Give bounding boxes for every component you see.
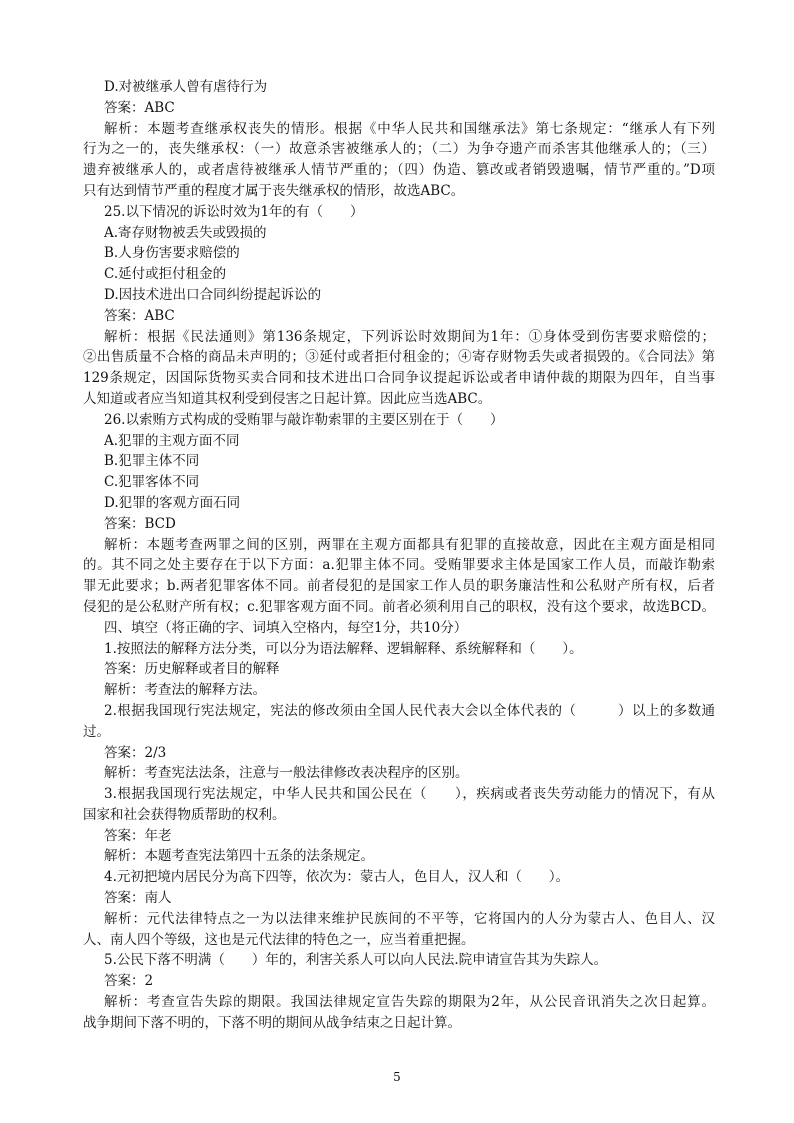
text-line: 四、填空（将正确的字、词填入空格内，每空1分，共10分） <box>104 619 468 636</box>
text-line: 罪无此要求；b.两者犯罪客体不同。前者侵犯的是国家工作人员的职务廉洁性和公私财产所有权，后者 <box>83 578 715 595</box>
text-line: 答案：2/3 <box>104 744 167 761</box>
text-line: 答案：南人 <box>104 890 172 907</box>
text-line: D.犯罪的客观方面石同 <box>104 494 241 511</box>
text-line: 解析：本题考查两罪之间的区别，两罪在主观方面都具有犯罪的直接故意，因此在主观方面是相同 <box>104 536 715 553</box>
text-line: 3.根据我国现行宪法规定，中华人民共和国公民在（ ），疾病或者丧失劳动能力的情况下，有从 <box>104 786 715 803</box>
text-line: 答案：ABC <box>104 99 175 116</box>
text-line: 解析：考查宣告失踪的期限。我国法律规定宣告失踪的期限为2年，从公民音讯消失之次日起算。 <box>104 994 715 1011</box>
text-line: 答案：2 <box>104 973 154 990</box>
text-line: 人、南人四个等级，这也是元代法律的特色之一，应当着重把握。 <box>83 931 475 948</box>
text-line: 26.以索贿方式构成的受贿罪与敲诈勒索罪的主要区别在于（ ） <box>104 411 504 428</box>
text-line: 只有达到情节严重的程度才属于丧失继承权的情形，故选ABC。 <box>83 182 465 199</box>
text-line: 的。其不同之处主要存在于以下方面：a.犯罪主体不同。受贿罪要求主体是国家工作人员，而敲诈勒索 <box>83 557 715 574</box>
page-number: 5 <box>393 1070 401 1084</box>
text-line: 5.公民下落不明满（ ）年的，利害关系人可以向人民法.院申请宣告其为失踪人。 <box>104 952 608 969</box>
text-line: 解析：元代法律特点之一为以法律来维护民族间的不平等，它将国内的人分为蒙古人、色目人、汉 <box>104 910 715 927</box>
text-line: 解析：考查法的解释方法。 <box>104 682 266 699</box>
text-line: 侵犯的是公私财产所有权；c.犯罪客观方面不同。前者必须利用自己的职权，没有这个要求，故选BCD。 <box>83 598 715 615</box>
text-line: 行为之一的，丧失继承权：（一）故意杀害被继承人的；（二）为争夺遗产而杀害其他继承人的；（三） <box>83 141 715 158</box>
text-line: 战争期间下落不明的，下落不明的期间从战争结束之日起计算。 <box>83 1014 461 1031</box>
text-line: D.对被继承人曾有虐待行为 <box>104 79 268 95</box>
text-line: 答案：年老 <box>104 827 172 844</box>
text-line: 解析：考查宪法法条，注意与一般法律修改表决程序的区别。 <box>104 765 469 782</box>
text-line: 答案：ABC <box>104 307 175 324</box>
text-line: 25.以下情况的诉讼时效为1年的有（ ） <box>104 203 364 220</box>
text-line: 解析：根据《民法通则》第136条规定，下列诉讼时效期间为1年：①身体受到伤害要求赔偿的； <box>104 328 715 345</box>
text-line: 1.按照法的解释方法分类，可以分为语法解释、逻辑解释、系统解释和（ ）。 <box>104 640 583 657</box>
text-line: 过。 <box>83 723 110 740</box>
text-line: 人知道或者应当知道其权利受到侵害之日起计算。因此应当选ABC。 <box>83 390 492 407</box>
text-line: D.因技术进出口合同纠纷提起诉讼的 <box>104 286 322 303</box>
text-line: 国家和社会获得物质帮助的权利。 <box>83 806 286 823</box>
text-line: B.犯罪主体不同 <box>104 453 200 470</box>
text-line: A.寄存财物被丢失或毁损的 <box>104 224 267 241</box>
text-line: A.犯罪的主观方面不同 <box>104 432 240 449</box>
text-line: 解析：本题考查宪法第四十五条的法条规定。 <box>104 848 374 865</box>
text-line: 4.元初把境内居民分为高下四等，依次为：蒙古人，色目人，汉人和（ ）。 <box>104 869 570 886</box>
text-line: C.延付或拒付租金的 <box>104 266 227 283</box>
text-line: 129条规定，因国际货物买卖合同和技术进出口合同争议提起诉讼或者申请仲裁的期限为四年，自当事 <box>83 370 715 387</box>
text-line: 遗弃被继承人的，或者虐待被继承人情节严重的；（四）伪造、篡改或者销毁遗嘱，情节严重的。”D项 <box>83 162 715 179</box>
text-line: 答案：历史解释或者目的解释 <box>104 661 280 678</box>
text-line: ②出售质量不合格的商品未声明的；③延付或者拒付租金的；④寄存财物丢失或者损毁的。《合同法》第 <box>83 349 715 366</box>
page-content <box>83 77 715 1034</box>
text-line: C.犯罪客体不同 <box>104 474 200 491</box>
text-line: 解析：本题考查继承权丧失的情形。根据《中华人民共和国继承法》第七条规定：“继承人有下列 <box>104 120 715 137</box>
text-line: 2.根据我国现行宪法规定，宪法的修改须由全国人民代表大会以全体代表的（ ）以上的多数通 <box>104 702 715 719</box>
text-line: 答案：BCD <box>104 515 176 532</box>
text-line: B.人身伤害要求赔偿的 <box>104 245 240 262</box>
